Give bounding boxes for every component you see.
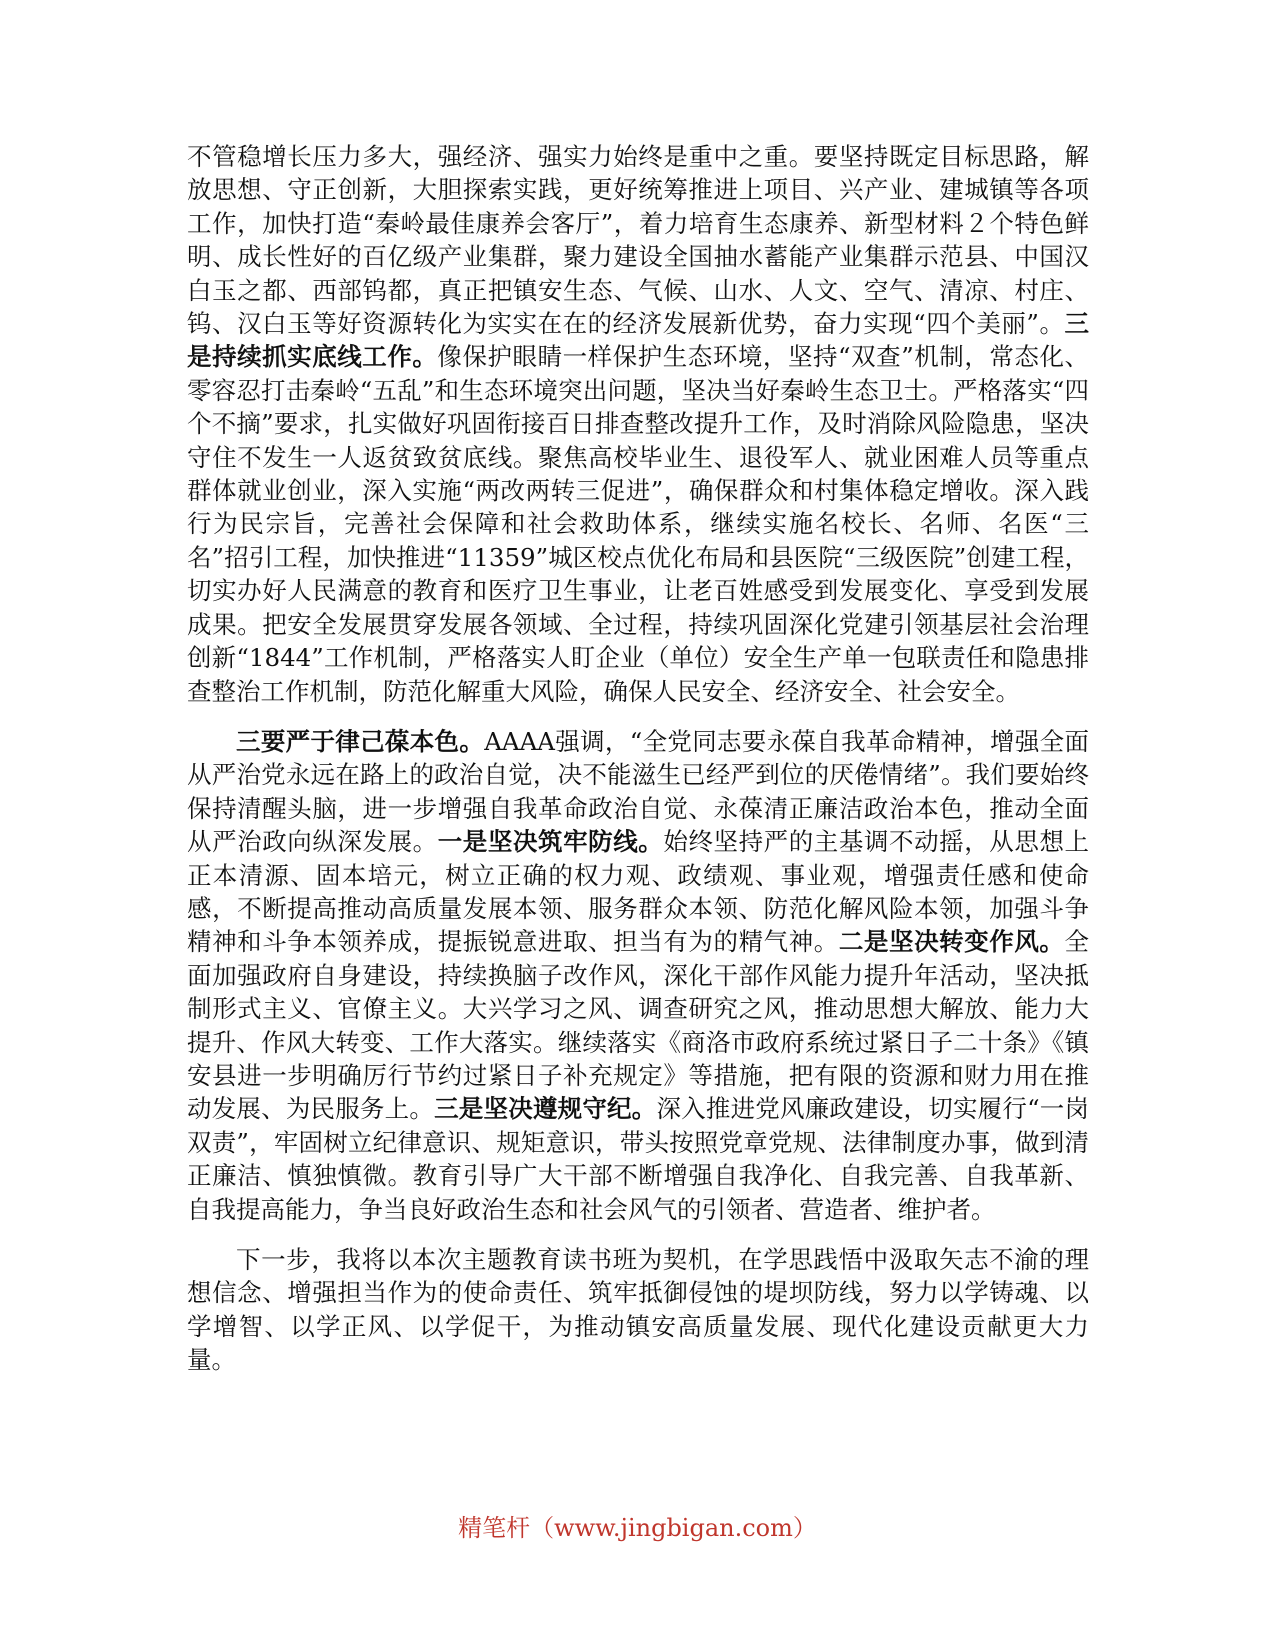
document-body [187, 140, 1089, 1394]
text-run: 不管稳增长压力多大，强经济、强实力始终是重中之重。要坚持既定目标思路，解放思想、守正创新，大胆探索实践，更好统筹推进上项目、兴产业、建城镇等各项工作，加快打造“秦岭最佳康养会客厅”，着力培育生态康养、新型材料２个特色鲜明、成长性好的百亿级产业集群，聚力建设全国抽水蓄能产业集群示范县、中国汉白玉之都、西部钨都，真正把镇安生态、气候、山水、人文、空气、清凉、村庄、钨、汉白玉等好资源转化为实实在在的经济发展新优势，奋力实现“四个美丽”。 [187, 142, 1089, 339]
paragraph-self-discipline [187, 725, 1089, 1226]
text-run: AAAA强调，“全党同志要永葆自我革命精神，增强全面从严治党永远在路上的政治自觉，决不能滋生已经严到位的厌倦情绪”。我们要始终保持清醒头脑，进一步增强自我革命政治自觉、永葆清正廉洁政治本色，推动全面从严治政向纵深发展。 [187, 726, 1089, 857]
footer-watermark-link[interactable]: 精笔杆（www.jingbigan.com） [458, 1514, 817, 1542]
heading-run-sustain-bottom-line: 三是持续抓实底线工作。 [187, 309, 1089, 372]
paragraph-economy-and-bottom-line [187, 140, 1089, 708]
heading-run-build-defense: 一是坚决筑牢防线。 [437, 827, 664, 857]
text-run: 始终坚持严的主基调不动摇，从思想上正本清源、固本培元，树立正确的权力观、政绩观、事业观，增强责任感和使命感，不断提高推动高质量发展本领、服务群众本领、防范化解风险本领，加强斗争精神和斗争本领养成，提振锐意进取、担当有为的精气神。 [187, 827, 1090, 957]
paragraph-next-steps [187, 1243, 1089, 1377]
text-run: 下一步，我将以本次主题教育读书班为契机，在学思践悟中汲取矢志不渝的理想信念、增强担当作为的使命责任、筑牢抵御侵蚀的堤坝防线，努力以学铸魂、以学增智、以学正风、以学促干，为推动镇安高质量发展、现代化建设贡献更大力量。 [187, 1245, 1089, 1375]
text-run: 像保护眼睛一样保护生态环境，坚持“双查”机制，常态化、零容忍打击秦岭“五乱”和生态环境突出问题，坚决当好秦岭生态卫士。严格落实“四个不摘”要求，扎实做好巩固衔接百日排查整改提升工作，及时消除风险隐患，坚决守住不发生一人返贫致贫底线。聚焦高校毕业生、退役军人、就业困难人员等重点群体就业创业，深入实施“两改两转三促进”，确保群众和村集体稳定增收。深入践行为民宗旨，完善社会保障和社会救助体系，继续实施名校长、名师、名医“三名”招引工程，加快推进“11359”城区校点优化布局和县医院“三级医院”创建工程，切实办好人民满意的教育和医疗卫生事业，让老百姓感受到发展变化、享受到发展成果。把安全发展贯穿发展各领域、全过程，持续巩固深化党建引领基层社会治理创新“1844”工作机制，严格落实人盯企业（单位）安全生产单一包联责任和隐患排查整治工作机制，防范化解重大风险，确保人民安全、经济安全、社会安全。 [187, 342, 1089, 706]
heading-run-change-style: 二是坚决转变作风。 [838, 927, 1065, 957]
heading-run-observe-discipline: 三是坚决遵规守纪。 [434, 1094, 657, 1124]
text-run: 全面加强政府自身建设，持续换脑子改作风，深化干部作风能力提升年活动，坚决抵制形式主义、官僚主义。大兴学习之风、调查研究之风，推动思想大解放、能力大提升、作风大转变、工作大落实。继续落实《商洛市政府系统过紧日子二十条》《镇安县进一步明确厉行节约过紧日子补充规定》等措施，把有限的资源和财力用在推动发展、为民服务上。 [187, 927, 1090, 1124]
heading-run-self-discipline: 三要严于律己葆本色。 [236, 726, 485, 756]
text-run: 深入推进党风廉政建设，切实履行“一岗双责”，牢固树立纪律意识、规矩意识，带头按照党章党规、法律制度办事，做到清正廉洁、慎独慎微。教育引导广大干部不断增强自我净化、自我完善、自我革新、自我提高能力，争当良好政治生态和社会风气的引领者、营造者、维护者。 [187, 1094, 1090, 1224]
